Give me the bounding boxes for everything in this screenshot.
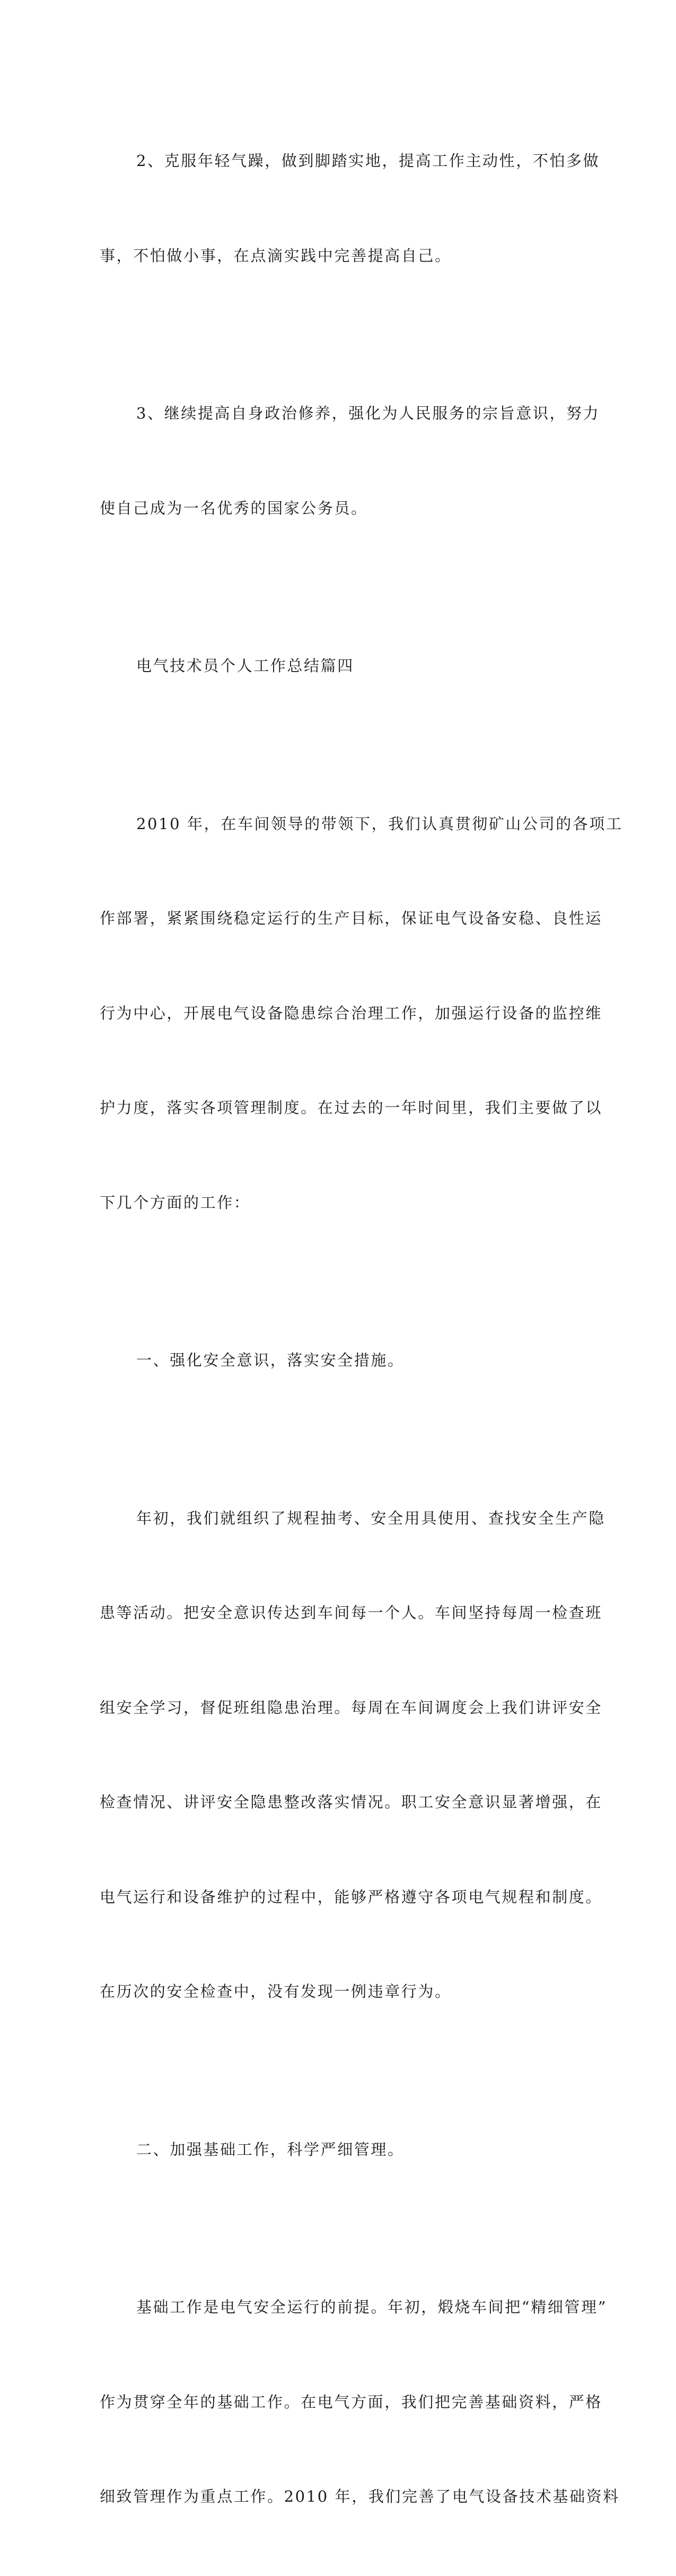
section-heading xyxy=(100,587,572,745)
subheading-foundation xyxy=(100,2071,572,2229)
text-line: 作为贯穿全年的基础工作。在电气方面，我们把完善基础资料，严格 xyxy=(100,2392,603,2411)
text-line: 患等活动。把安全意识传达到车间每一个人。车间坚持每周一检查班 xyxy=(100,1604,603,1622)
text-line: 组安全学习，督促班组隐患治理。每周在车间调度会上我们讲评安全 xyxy=(100,1698,603,1717)
text-line: 行为中心，开展电气设备隐患综合治理工作，加强运行设备的监控维 xyxy=(100,1004,603,1022)
text-line: 使自己成为一名优秀的国家公务员。 xyxy=(100,499,368,517)
paragraph-safety xyxy=(100,1440,605,2071)
document-body xyxy=(100,82,623,2576)
text-line: 检查情况、讲评安全隐患整改落实情况。职工安全意识显著增强，在 xyxy=(100,1793,603,1811)
subheading-text: 一、强化安全意识，落实安全措施。 xyxy=(136,1351,405,1369)
text-line: 在历次的安全检查中，没有发现一例违章行为。 xyxy=(100,1982,452,2000)
text-line: 细致管理作为重点工作。2010 年，我们完善了电气设备技术基础资料 xyxy=(100,2487,620,2505)
subheading-safety xyxy=(100,1282,572,1440)
text-line: 事，不怕做小事，在点滴实践中完善提高自己。 xyxy=(100,246,452,265)
subheading-text: 二、加强基础工作，科学严细管理。 xyxy=(136,2140,405,2159)
text-line: 年初，我们就组织了规程抽考、安全用具使用、查找安全生产隐 xyxy=(136,1509,605,1527)
paragraph-foundation xyxy=(100,2229,620,2576)
text-line: 2、克服年轻气躁，做到脚踏实地，提高工作主动性，不怕多做 xyxy=(136,152,600,170)
text-line: 护力度，落实各项管理制度。在过去的一年时间里，我们主要做了以 xyxy=(100,1099,603,1117)
text-line: 电气运行和设备维护的过程中，能够严格遵守各项电气规程和制度。 xyxy=(100,1887,603,1906)
text-line: 下几个方面的工作： xyxy=(100,1193,251,1212)
paragraph-improve-work-attitude xyxy=(100,82,600,335)
paragraph-introduction xyxy=(100,745,623,1282)
text-line: 基础工作是电气安全运行的前提。年初，煅烧车间把“精细管理” xyxy=(136,2298,608,2316)
text-line: 2010 年，在车间领导的带领下，我们认真贯彻矿山公司的各项工 xyxy=(136,814,623,833)
section-title: 电气技术员个人工作总结篇四 xyxy=(136,657,354,675)
text-line: 作部署，紧紧围绕稳定运行的生产目标，保证电气设备安稳、良性运 xyxy=(100,909,603,927)
paragraph-political-cultivation xyxy=(100,335,600,587)
text-line: 3、继续提高自身政治修养，强化为人民服务的宗旨意识，努力 xyxy=(136,404,600,422)
